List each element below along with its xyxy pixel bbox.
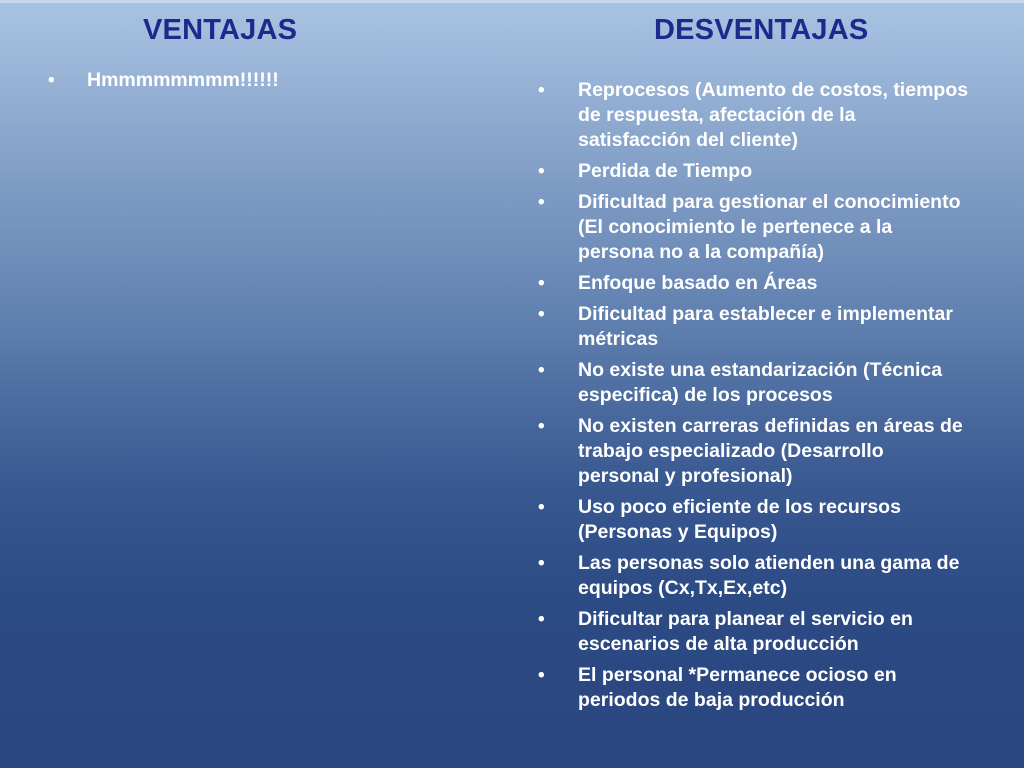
- bullet-icon: •: [538, 553, 545, 574]
- desventajas-item-text: Dificultad para establecer e implementar métricas: [578, 303, 953, 350]
- desventajas-item-text: Enfoque basado en Áreas: [578, 272, 818, 294]
- desventajas-item-text: No existen carreras definidas en áreas de trabajo especializado (Desarrollo personal y profesional): [578, 415, 963, 487]
- bullet-icon: •: [538, 360, 545, 381]
- desventajas-item-text: Dificultad para gestionar el conocimiento (El conocimiento le pertenece a la persona no a la compañía): [578, 191, 961, 263]
- bullet-icon: •: [538, 665, 545, 686]
- bullet-icon: •: [538, 304, 545, 325]
- desventajas-item: [530, 78, 970, 153]
- bullet-icon: •: [48, 70, 55, 91]
- desventajas-item-text: Uso poco eficiente de los recursos (Personas y Equipos): [578, 496, 901, 543]
- bullet-icon: •: [538, 80, 545, 101]
- desventajas-item: [530, 551, 970, 601]
- bullet-icon: •: [538, 161, 545, 182]
- top-border-line: [0, 0, 1024, 3]
- desventajas-item-text: No existe una estandarización (Técnica especifica) de los procesos: [578, 359, 943, 406]
- desventajas-item-text: El personal *Permanece ocioso en periodos de baja producción: [578, 664, 897, 711]
- desventajas-item-text: Perdida de Tiempo: [578, 160, 753, 182]
- desventajas-item: [530, 190, 970, 265]
- bullet-icon: •: [538, 497, 545, 518]
- desventajas-item-text: Reprocesos (Aumento de costos, tiempos de respuesta, afectación de la satisfacción del cliente): [578, 79, 969, 151]
- ventajas-item-text: Hmmmmmmmm!!!!!!: [87, 69, 279, 91]
- desventajas-item-text: Las personas solo atienden una gama de equipos (Cx,Tx,Ex,etc): [578, 552, 960, 599]
- bullet-icon: •: [538, 273, 545, 294]
- desventajas-item: [530, 271, 970, 296]
- bullet-icon: •: [538, 609, 545, 630]
- desventajas-item-text: Dificultar para planear el servicio en escenarios de alta producción: [578, 608, 913, 655]
- desventajas-item: [530, 358, 970, 408]
- ventajas-list: [40, 68, 460, 99]
- ventajas-title: VENTAJAS: [143, 14, 298, 46]
- bullet-icon: •: [538, 416, 545, 437]
- ventajas-item: [40, 68, 460, 93]
- desventajas-item: [530, 414, 970, 489]
- desventajas-item: [530, 302, 970, 352]
- desventajas-item: [530, 607, 970, 657]
- desventajas-item: [530, 663, 970, 713]
- desventajas-list: [530, 78, 970, 719]
- desventajas-item: [530, 495, 970, 545]
- desventajas-item: [530, 159, 970, 184]
- bullet-icon: •: [538, 192, 545, 213]
- desventajas-title: DESVENTAJAS: [654, 14, 869, 46]
